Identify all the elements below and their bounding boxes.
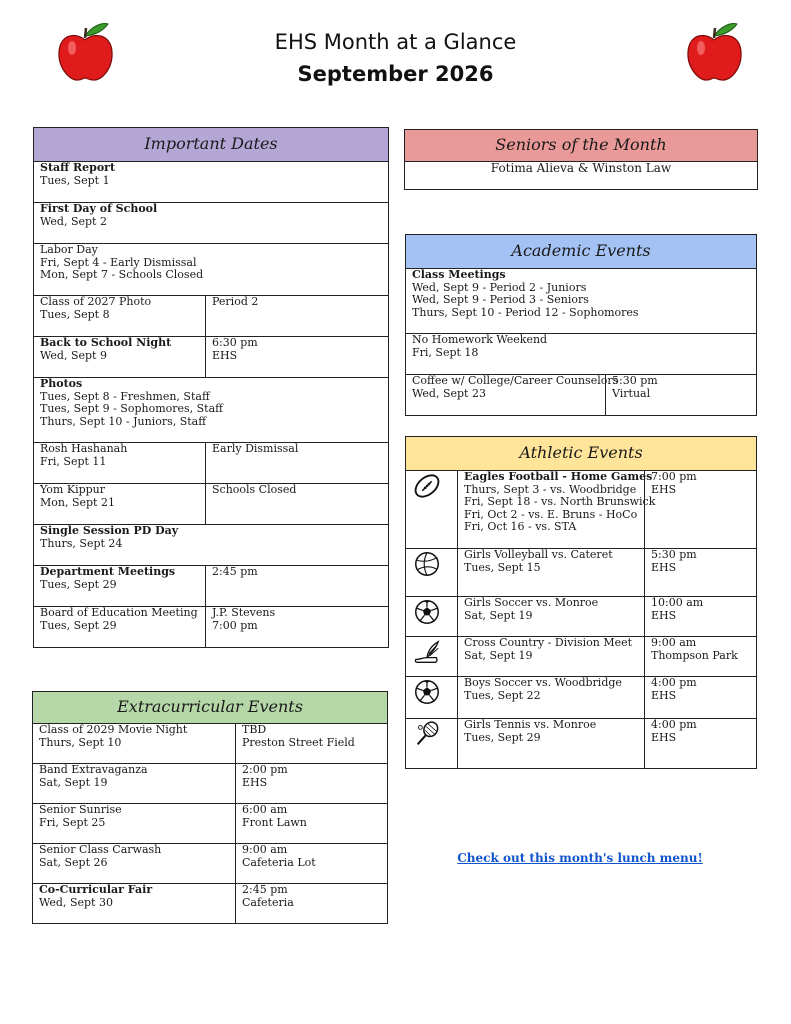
table-row	[406, 471, 757, 549]
cell-line: Front Lawn	[242, 815, 307, 829]
cell-line: Board of Education Meeting	[40, 606, 198, 619]
event-cell	[34, 566, 206, 607]
event-cell	[33, 804, 236, 844]
table-row	[33, 884, 388, 924]
cell-line: Boys Soccer vs. Woodbridge	[464, 676, 622, 689]
cell-line: Coffee w/ College/Career Counselors	[412, 374, 619, 387]
cell-line: 9:00 am	[651, 636, 697, 649]
cell-line: 7:00 pm	[651, 470, 697, 483]
page-title: EHS Month at a Glance	[274, 30, 517, 54]
event-cell	[458, 637, 645, 677]
table-row	[406, 549, 757, 597]
detail-cell	[645, 597, 757, 637]
cell-line: 2:00 pm	[242, 763, 288, 776]
event-cell	[33, 764, 236, 804]
athletic-events-table	[405, 436, 757, 769]
table-row	[34, 162, 389, 203]
table-row	[33, 764, 388, 804]
cell-line: Mon, Sept 7 - Schools Closed	[40, 268, 204, 281]
table-row	[34, 443, 389, 484]
cell-line: EHS	[651, 730, 677, 744]
detail-cell	[206, 607, 389, 648]
seniors-names: Fotima Alieva & Winston Law	[405, 162, 758, 190]
cell-line: 4:00 pm	[651, 718, 697, 731]
cell-line: 7:00 pm	[212, 618, 258, 632]
cell-line: Thurs, Sept 10 - Juniors, Staff	[40, 414, 207, 428]
cell-line: Schools Closed	[212, 483, 297, 496]
cell-line: 2:45 pm	[242, 883, 288, 896]
detail-cell	[236, 844, 388, 884]
cell-line: Back to School Night	[40, 336, 172, 349]
event-cell	[34, 203, 389, 244]
table-row	[406, 677, 757, 719]
icon-cell	[406, 719, 458, 769]
detail-cell	[206, 296, 389, 337]
cell-line: Class of 2027 Photo	[40, 295, 152, 308]
cell-line: Eagles Football - Home Games	[464, 470, 653, 483]
event-cell	[34, 484, 206, 525]
football-icon	[412, 471, 442, 501]
cell-line: Tues, Sept 22	[464, 688, 541, 702]
tennis-racket-icon	[412, 719, 442, 749]
event-cell	[34, 244, 389, 296]
cell-line: Thurs, Sept 24	[40, 536, 123, 550]
soccer-ball-icon	[412, 677, 442, 707]
event-cell	[34, 443, 206, 484]
cell-line: EHS	[651, 560, 677, 574]
cell-line: 5:30 pm	[612, 374, 658, 387]
cell-line: Fri, Sept 25	[39, 815, 106, 829]
detail-cell	[236, 884, 388, 924]
table-row	[33, 804, 388, 844]
table-row	[34, 484, 389, 525]
cell-line: Tues, Sept 8	[40, 307, 110, 321]
event-cell	[34, 296, 206, 337]
event-cell	[458, 597, 645, 637]
event-cell	[33, 724, 236, 764]
cell-line: Tues, Sept 1	[40, 173, 110, 187]
academic-events-header: Academic Events	[406, 235, 757, 269]
important-dates-table	[33, 127, 389, 648]
event-cell	[34, 607, 206, 648]
event-cell	[406, 269, 757, 334]
cell-line: Senior Sunrise	[39, 803, 122, 816]
cell-line: Department Meetings	[40, 565, 176, 578]
cell-line: 2:45 pm	[212, 565, 258, 578]
cell-line: Cafeteria Lot	[242, 855, 316, 869]
cell-line: Fri, Sept 18	[412, 345, 479, 359]
important-dates-header: Important Dates	[34, 128, 389, 162]
event-cell	[34, 162, 389, 203]
cell-line: No Homework Weekend	[412, 333, 548, 346]
cell-line: 6:00 am	[242, 803, 288, 816]
detail-cell	[645, 719, 757, 769]
cell-line: Thurs, Sept 3 - vs. Woodbridge	[464, 482, 637, 496]
event-cell	[458, 470, 656, 549]
table-row	[406, 269, 757, 334]
event-cell	[34, 378, 389, 443]
cell-line: Fri, Sept 11	[40, 454, 107, 468]
cell-line: First Day of School	[40, 202, 158, 215]
detail-cell	[645, 549, 757, 597]
extracurricular-events-table	[32, 691, 388, 924]
table-row	[33, 724, 388, 764]
table-row	[406, 375, 757, 416]
cell-line: Thurs, Sept 10	[39, 735, 122, 749]
table-row	[34, 337, 389, 378]
table-row	[34, 203, 389, 244]
cell-line: Wed, Sept 9 - Period 2 - Juniors	[412, 280, 587, 294]
cell-line: Sat, Sept 19	[464, 608, 533, 622]
table-row	[406, 719, 757, 769]
detail-cell	[206, 484, 389, 525]
cell-line: Mon, Sept 21	[40, 495, 115, 509]
cell-line: 4:00 pm	[651, 676, 697, 689]
detail-cell	[236, 804, 388, 844]
cell-line: Wed, Sept 30	[39, 895, 113, 909]
cell-line: Cross Country - Division Meet	[464, 636, 633, 649]
cell-line: Single Session PD Day	[40, 524, 179, 537]
cell-line: Girls Volleyball vs. Cateret	[464, 548, 613, 561]
cell-line: Photos	[40, 377, 83, 390]
table-row	[406, 334, 757, 375]
detail-cell	[645, 677, 757, 719]
table-row	[34, 296, 389, 337]
event-cell	[33, 844, 236, 884]
table-row	[34, 607, 389, 648]
detail-cell	[236, 724, 388, 764]
cell-line: EHS	[212, 348, 238, 362]
detail-cell	[206, 337, 389, 378]
academic-events-table	[405, 234, 757, 416]
cell-line: Girls Tennis vs. Monroe	[464, 718, 597, 731]
cell-line: EHS	[651, 482, 677, 496]
cell-line: Tues, Sept 29	[40, 618, 117, 632]
cell-line: Class Meetings	[412, 268, 506, 281]
lunch-menu-link[interactable]: Check out this month's lunch menu!	[457, 851, 703, 865]
cell-line: Thompson Park	[651, 648, 738, 662]
icon-cell	[406, 597, 458, 637]
cell-line: Sat, Sept 19	[39, 775, 108, 789]
cell-line: J.P. Stevens	[212, 606, 276, 619]
event-cell	[34, 525, 389, 566]
event-cell	[458, 677, 645, 719]
winged-shoe-icon	[412, 637, 442, 667]
seniors-header: Seniors of the Month	[405, 130, 758, 162]
soccer-ball-icon	[412, 597, 442, 627]
event-cell	[34, 337, 206, 378]
detail-cell	[206, 443, 389, 484]
icon-cell	[406, 549, 458, 597]
table-row	[406, 597, 757, 637]
athletic-events-header: Athletic Events	[406, 437, 757, 471]
detail-cell	[606, 375, 757, 416]
cell-line: EHS	[651, 688, 677, 702]
cell-line: Period 2	[212, 295, 259, 308]
icon-cell	[406, 677, 458, 719]
cell-line: Tues, Sept 29	[40, 577, 117, 591]
detail-cell	[645, 471, 757, 549]
icon-cell	[406, 471, 458, 549]
cell-line: Preston Street Field	[242, 735, 355, 749]
event-cell	[458, 549, 645, 597]
cell-line: Wed, Sept 23	[412, 386, 486, 400]
cell-line: 5:30 pm	[651, 548, 697, 561]
cell-line: Fri, Sept 18 - vs. North Brunswick	[464, 495, 656, 508]
table-row	[34, 525, 389, 566]
table-row	[406, 637, 757, 677]
extracurricular-events-header: Extracurricular Events	[33, 692, 388, 724]
cell-line: Sat, Sept 19	[464, 648, 533, 662]
cell-line: Thurs, Sept 10 - Period 12 - Sophomores	[412, 305, 639, 319]
cell-line: Yom Kippur	[40, 483, 106, 496]
table-row	[34, 378, 389, 443]
cell-line: Early Dismissal	[212, 442, 299, 455]
cell-line: Cafeteria	[242, 895, 294, 909]
cell-line: Wed, Sept 9	[40, 348, 107, 362]
cell-line: Fri, Oct 16 - vs. STA	[464, 520, 577, 533]
cell-line: Staff Report	[40, 161, 116, 174]
event-cell	[406, 334, 757, 375]
cell-line: 9:00 am	[242, 843, 288, 856]
cell-line: Sat, Sept 26	[39, 855, 108, 869]
cell-line: Senior Class Carwash	[39, 843, 162, 856]
page-subtitle: September 2026	[297, 62, 494, 86]
detail-cell	[206, 566, 389, 607]
cell-line: 6:30 pm	[212, 336, 258, 349]
seniors-of-the-month-table	[404, 129, 758, 190]
table-row	[33, 844, 388, 884]
cell-line: Tues, Sept 29	[464, 730, 541, 744]
cell-line: Co-Curricular Fair	[39, 883, 153, 896]
cell-line: Fri, Oct 2 - vs. E. Bruns - HoCo	[464, 507, 638, 521]
table-row	[34, 244, 389, 296]
cell-line: Labor Day	[40, 243, 98, 256]
event-cell	[458, 719, 645, 769]
cell-line: Wed, Sept 2	[40, 214, 107, 228]
cell-line: Girls Soccer vs. Monroe	[464, 596, 599, 609]
cell-line: Band Extravaganza	[39, 763, 148, 776]
cell-line: TBD	[242, 723, 267, 736]
icon-cell	[406, 637, 458, 677]
cell-line: Tues, Sept 9 - Sophomores, Staff	[40, 402, 223, 415]
detail-cell	[236, 764, 388, 804]
table-row	[34, 566, 389, 607]
volleyball-icon	[412, 549, 442, 579]
cell-line: Tues, Sept 8 - Freshmen, Staff	[40, 389, 210, 403]
cell-line: 10:00 am	[651, 596, 704, 609]
cell-line: Class of 2029 Movie Night	[39, 723, 188, 736]
cell-line: Fri, Sept 4 - Early Dismissal	[40, 255, 197, 269]
cell-line: Tues, Sept 15	[464, 560, 541, 574]
cell-line: EHS	[242, 775, 268, 789]
detail-cell	[645, 637, 757, 677]
cell-line: EHS	[651, 608, 677, 622]
cell-line: Virtual	[612, 386, 651, 400]
cell-line: Wed, Sept 9 - Period 3 - Seniors	[412, 293, 589, 306]
event-cell	[33, 884, 236, 924]
event-cell	[406, 374, 619, 416]
cell-line: Rosh Hashanah	[40, 442, 128, 455]
